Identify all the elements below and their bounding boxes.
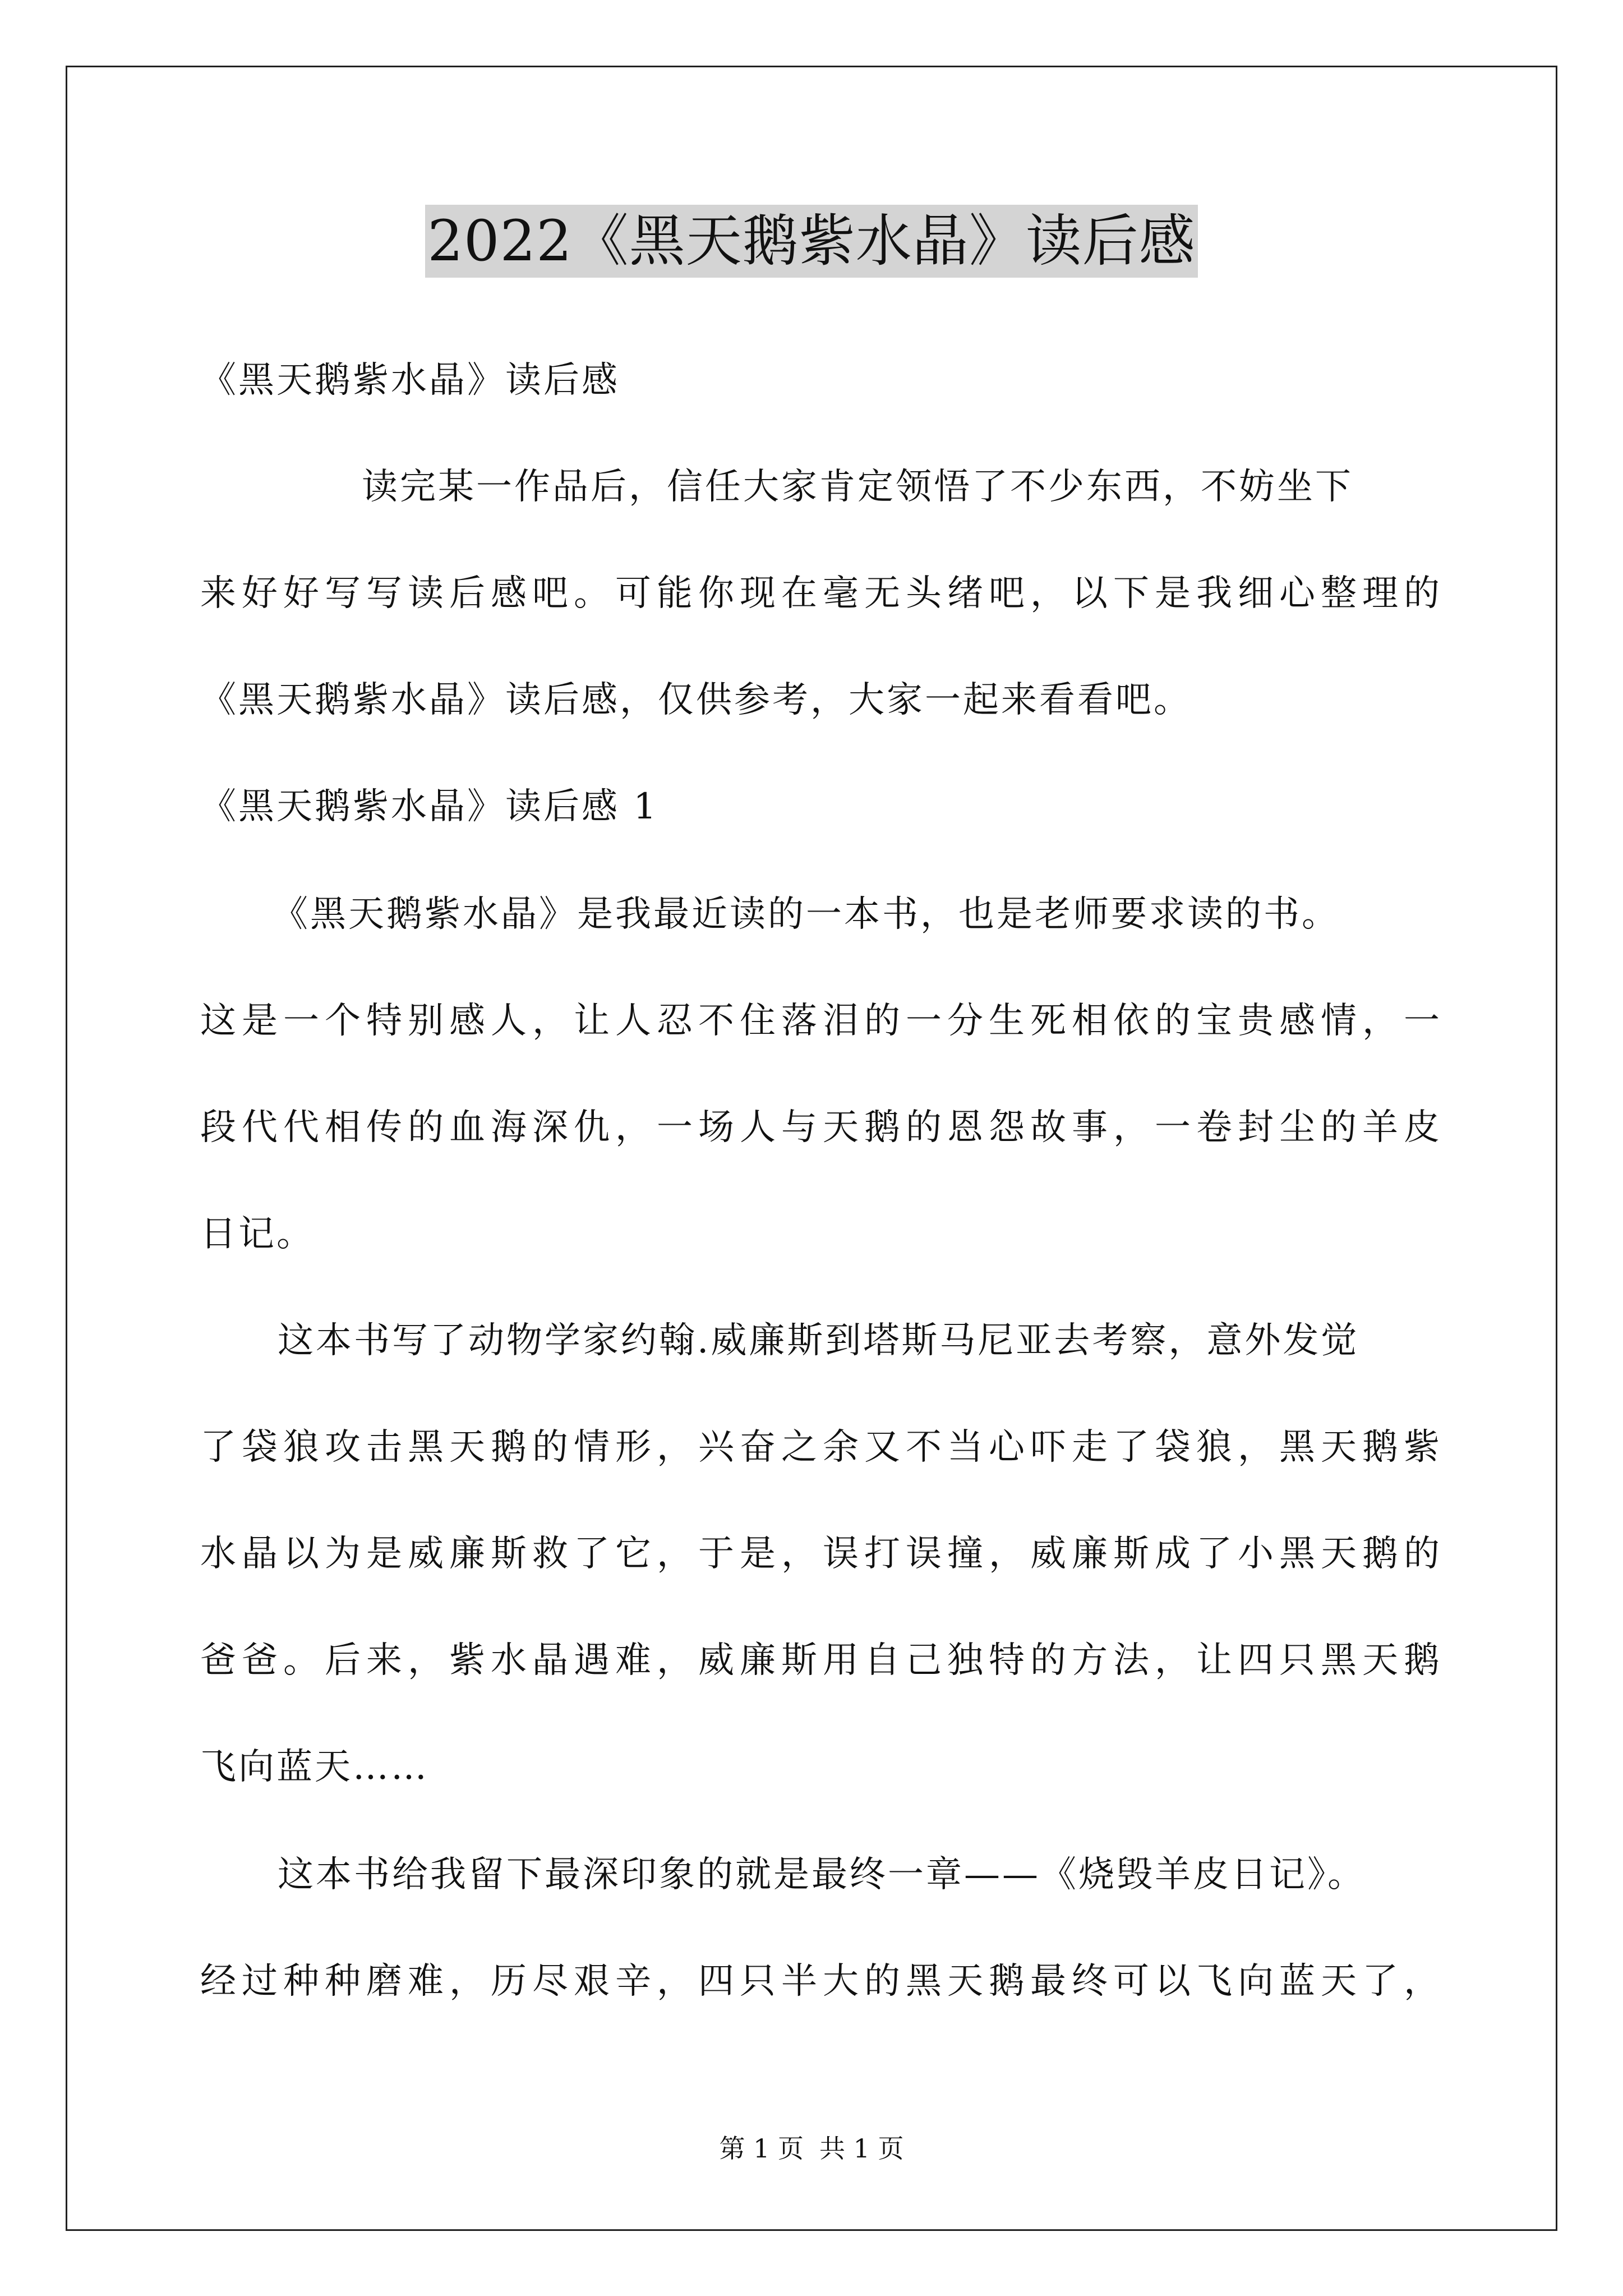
page-footer: [0, 2132, 1623, 2165]
paragraph-line: 了袋狼攻击黑天鹅的情形，兴奋之余又不当心吓走了袋狼，黑天鹅紫: [200, 1427, 1440, 1468]
paragraph-line: 《黑天鹅紫水晶》是我最近读的一本书，也是老师要求读的书。: [272, 894, 1340, 935]
paragraph-line: 爸爸。后来，紫水晶遇难，威廉斯用自己独特的方法，让四只黑天鹅: [200, 1640, 1440, 1681]
intro-line-2: 来好好写写读后感吧。可能你现在毫无头绪吧，以下是我细心整理的: [200, 573, 1440, 614]
document-title: 2022《黑天鹅紫水晶》读后感: [425, 205, 1198, 278]
intro-line-3: 《黑天鹅紫水晶》读后感，仅供参考，大家一起来看看吧。: [200, 679, 1192, 721]
document-subtitle: 《黑天鹅紫水晶》读后感: [200, 360, 620, 401]
paragraph-line: 段代代相传的血海深仇，一场人与天鹅的恩怨故事，一卷封尘的羊皮: [200, 1107, 1440, 1148]
paragraph-line: 水晶以为是威廉斯救了它，于是，误打误撞，威廉斯成了小黑天鹅的: [200, 1533, 1440, 1575]
paragraph-line: 飞向蓝天……: [200, 1746, 429, 1788]
paragraph-line: 经过种种磨难，历尽艰辛，四只半大的黑天鹅最终可以飞向蓝天了，: [200, 1961, 1440, 2002]
section-heading: 《黑天鹅紫水晶》读后感 1: [200, 786, 659, 827]
paragraph-line: 这是一个特别感人，让人忍不住落泪的一分生死相依的宝贵感情，一: [200, 1000, 1440, 1042]
paragraph-line: 日记。: [200, 1213, 315, 1255]
intro-line-1: 读完某一作品后，信任大家肯定领悟了不少东西，不妨坐下: [362, 466, 1353, 508]
paragraph-line: 这本书写了动物学家约翰.威廉斯到塔斯马尼亚去考察，意外发觉: [278, 1320, 1359, 1361]
page-number: 第 1 页: [719, 2133, 804, 2164]
document-title-block: [0, 205, 1623, 278]
paragraph-line: 这本书给我留下最深印象的就是最终一章——《烧毁羊皮日记》。: [278, 1854, 1366, 1895]
page-total: 共 1 页: [819, 2133, 904, 2164]
